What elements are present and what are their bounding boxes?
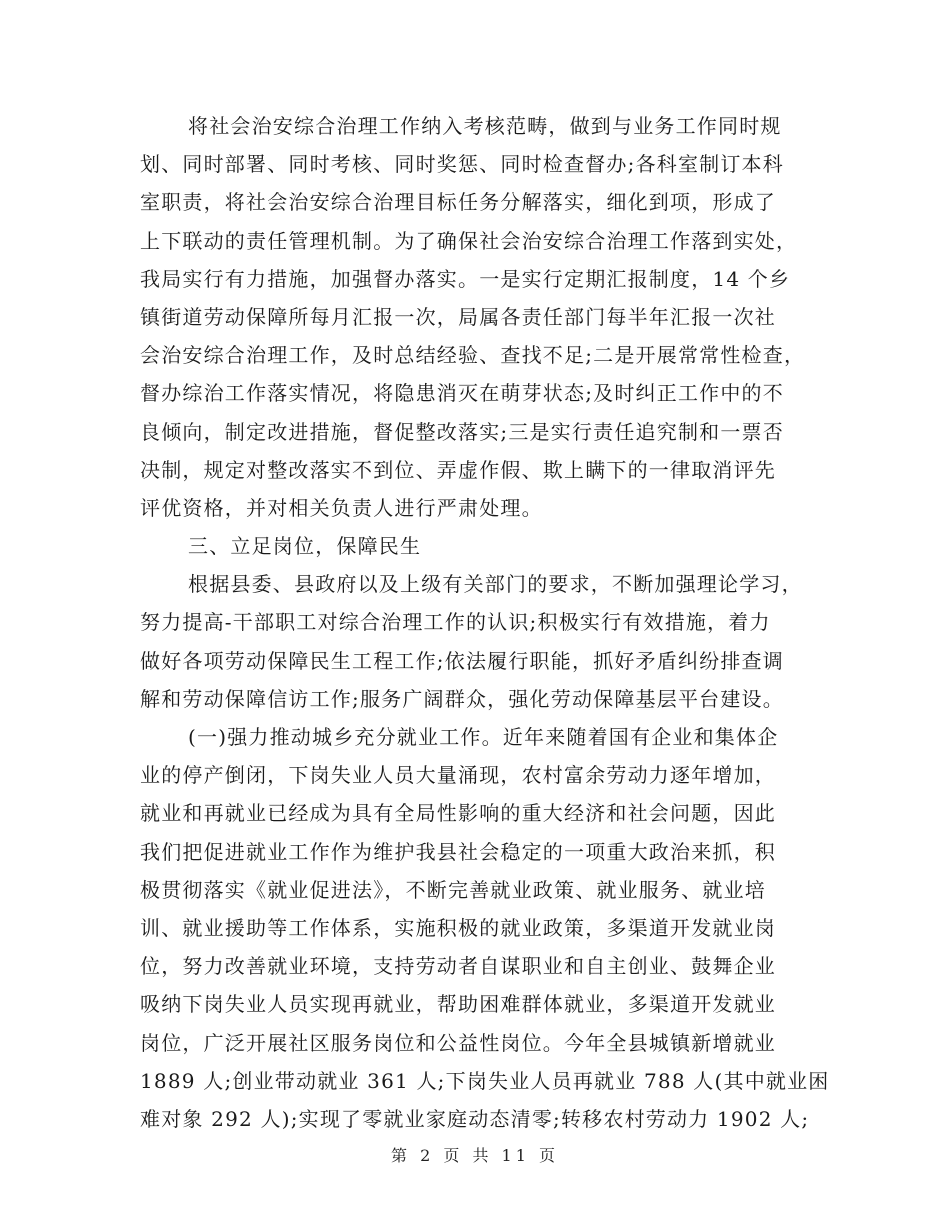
document-body: [140, 107, 830, 1138]
paragraph-line: 良倾向，制定改进措施，督促整改落实;三是实行责任追究制和一票否: [140, 419, 784, 444]
paragraph-line: 位，努力改善就业环境，支持劳动者自谋职业和自主创业、鼓舞企业: [140, 954, 776, 979]
paragraph-line: 室职责，将社会治安综合治理目标任务分解落实，细化到项，形成了: [140, 190, 776, 215]
paragraph-line: 难对象 292 人);实现了零就业家庭动态清零;转移农村劳动力 1902 人;: [140, 1106, 810, 1131]
paragraph-line: 我们把促进就业工作作为维护我县社会稳定的一项重大政治来抓，积: [140, 839, 776, 864]
paragraph-line: 解和劳动保障信访工作;服务广阔群众，强化劳动保障基层平台建设。: [140, 686, 784, 711]
paragraph-line: 根据县委、县政府以及上级有关部门的要求，不断加强理论学习，: [188, 572, 803, 597]
page-number-footer: 第 2 页 共 11 页: [391, 1146, 559, 1165]
paragraph-line: 极贯彻落实《就业促进法》，不断完善就业政策、就业服务、就业培: [140, 877, 766, 902]
paragraph-line: 训、就业援助等工作体系，实施积极的就业政策，多渠道开发就业岗: [140, 915, 776, 940]
paragraph-line: 做好各项劳动保障民生工程工作;依法履行职能，抓好矛盾纠纷排查调: [140, 648, 784, 673]
paragraph-line: 划、同时部署、同时考核、同时奖惩、同时检查督办;各科室制订本科: [140, 152, 784, 177]
paragraph-line: 吸纳下岗失业人员实现再就业，帮助困难群体就业，多渠道开发就业: [140, 992, 776, 1017]
paragraph-line: 将社会治安综合治理工作纳入考核范畴，做到与业务工作同时规: [188, 114, 782, 138]
paragraph-line: 努力提高-干部职工对综合治理工作的认识;积极实行有效措施，着力: [140, 610, 771, 635]
paragraph-line: (一)强力推动城乡充分就业工作。近年来随着国有企业和集体企: [188, 725, 779, 749]
paragraph-line: 就业和再就业已经成为具有全局性影响的重大经济和社会问题，因此: [140, 801, 776, 826]
paragraph-line: 1889 人;创业带动就业 361 人;下岗失业人员再就业 788 人(其中就业困: [140, 1068, 830, 1093]
section-heading: 三、立足岗位，保障民生: [188, 534, 422, 559]
paragraph-line: 督办综治工作落实情况，将隐患消灭在萌芽状态;及时纠正工作中的不: [140, 381, 784, 406]
paragraph-line: 上下联动的责任管理机制。为了确保社会治安综合治理工作落到实处，: [140, 228, 798, 253]
paragraph-line: 我局实行有力措施，加强督办落实。一是实行定期汇报制度，14 个乡: [140, 266, 791, 291]
paragraph-line: 岗位，广泛开展社区服务岗位和公益性岗位。今年全县城镇新增就业: [140, 1030, 776, 1055]
paragraph-line: 决制，规定对整改落实不到位、弄虚作假、欺上瞒下的一律取消评先: [140, 457, 776, 482]
paragraph-line: 评优资格，并对相关负责人进行严肃处理。: [140, 495, 543, 520]
paragraph-line: 镇街道劳动保障所每月汇报一次，局属各责任部门每半年汇报一次社: [140, 304, 776, 329]
paragraph-line: 业的停产倒闭，下岗失业人员大量涌现，农村富余劳动力逐年增加，: [140, 763, 776, 788]
paragraph-line: 会治安综合治理工作，及时总结经验、查找不足;二是开展常常性检查，: [140, 343, 806, 368]
